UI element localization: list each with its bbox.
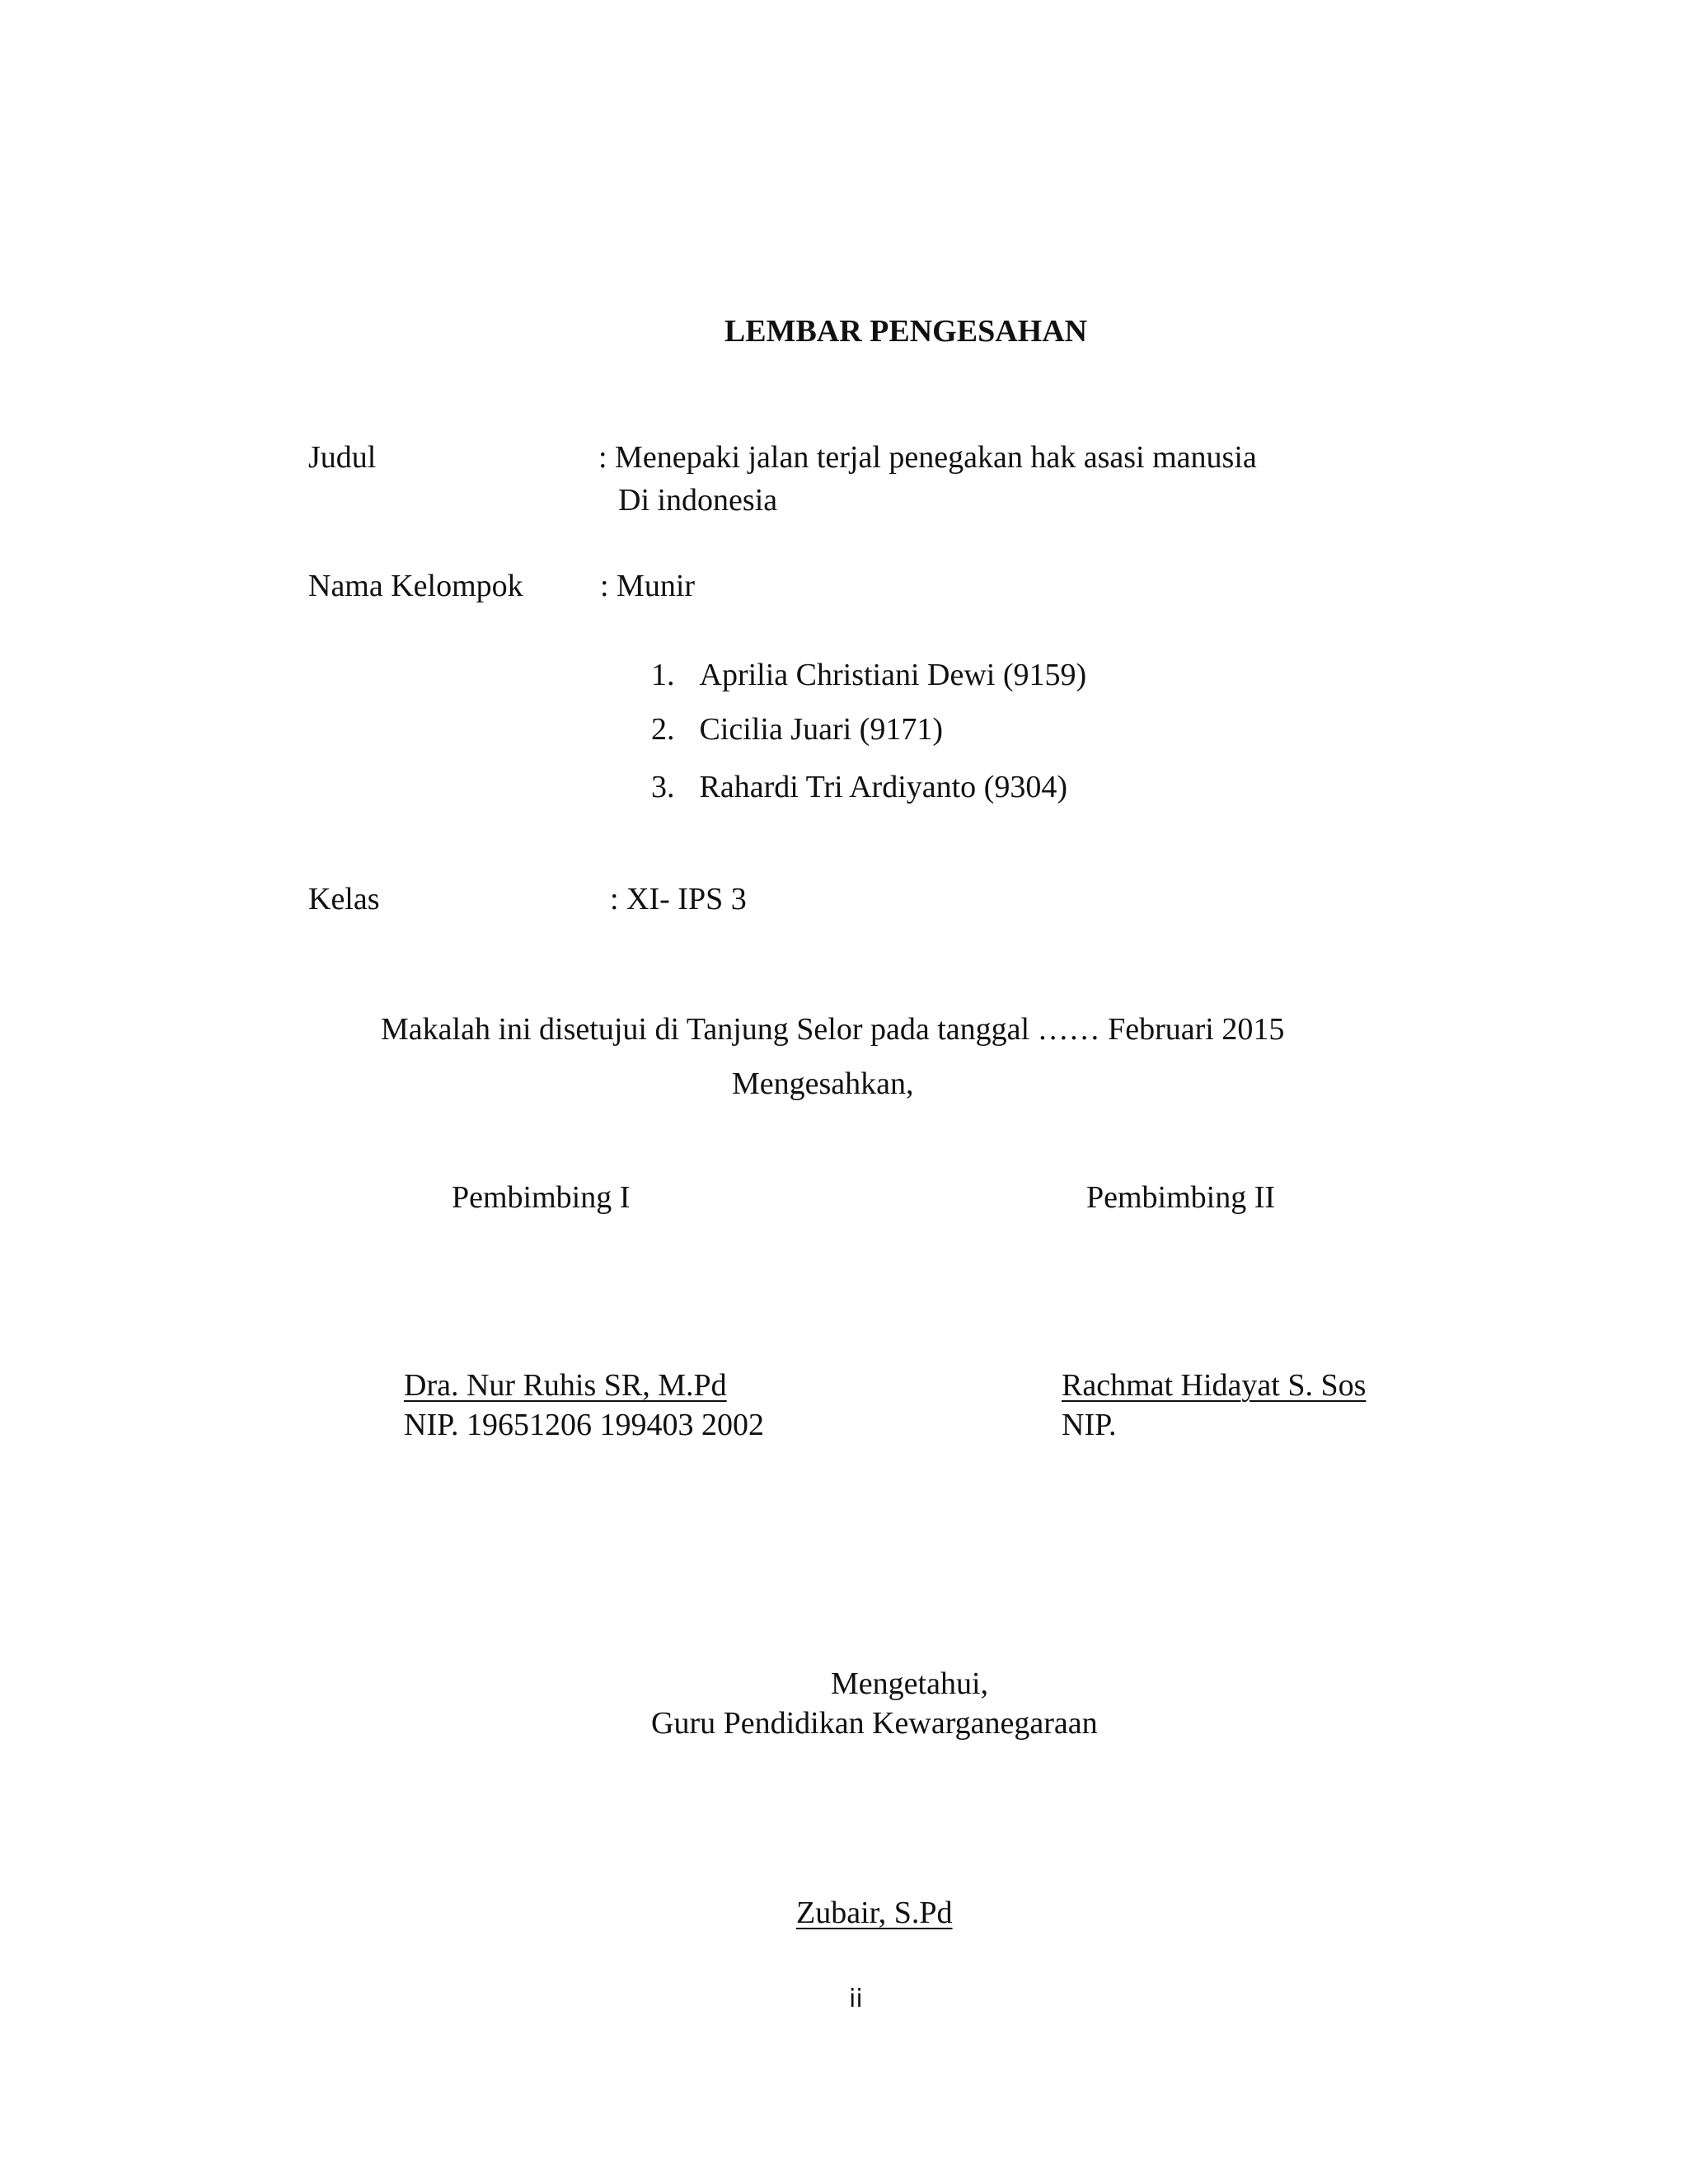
mengetahui-text: Mengetahui, [831, 1666, 989, 1701]
member-list-item [651, 659, 1086, 691]
judul-value-line1: : Menepaki jalan terjal penegakan hak asasi manusia [598, 440, 1257, 475]
pembimbing-1-role: Pembimbing I [452, 1180, 631, 1215]
page-number: ii [849, 1985, 863, 2013]
kelas-value: : XI- IPS 3 [610, 882, 747, 916]
judul-value-line2: Di indonesia [618, 483, 778, 518]
pembimbing-2-nip: NIP. [1062, 1408, 1117, 1442]
member-list-item [651, 714, 943, 745]
mengesahkan-text: Mengesahkan, [732, 1066, 914, 1101]
judul-label: Judul [308, 440, 377, 475]
nama-kelompok-value: : Munir [600, 569, 696, 603]
member-number: 3. [651, 770, 675, 804]
page-title: LEMBAR PENGESAHAN [724, 314, 1088, 349]
pembimbing-1-nip: NIP. 19651206 199403 2002 [404, 1408, 765, 1442]
nama-kelompok-label: Nama Kelompok [308, 569, 523, 603]
member-name: Rahardi Tri Ardiyanto (9304) [699, 770, 1067, 804]
approval-statement: Makalah ini disetujui di Tanjung Selor pada tanggal …… Februari 2015 [381, 1012, 1285, 1047]
member-number: 2. [651, 712, 675, 747]
member-name: Cicilia Juari (9171) [699, 712, 943, 747]
member-name: Aprilia Christiani Dewi (9159) [699, 658, 1087, 692]
pembimbing-2-role: Pembimbing II [1086, 1180, 1276, 1215]
member-number: 1. [651, 658, 675, 692]
guru-name: Zubair, S.Pd [796, 1896, 953, 1930]
pembimbing-2-name: Rachmat Hidayat S. Sos [1062, 1368, 1367, 1403]
kelas-label: Kelas [308, 882, 380, 916]
member-list-item [651, 771, 1067, 803]
guru-role: Guru Pendidikan Kewarganegaraan [651, 1706, 1098, 1741]
pembimbing-1-name: Dra. Nur Ruhis SR, M.Pd [404, 1368, 727, 1403]
